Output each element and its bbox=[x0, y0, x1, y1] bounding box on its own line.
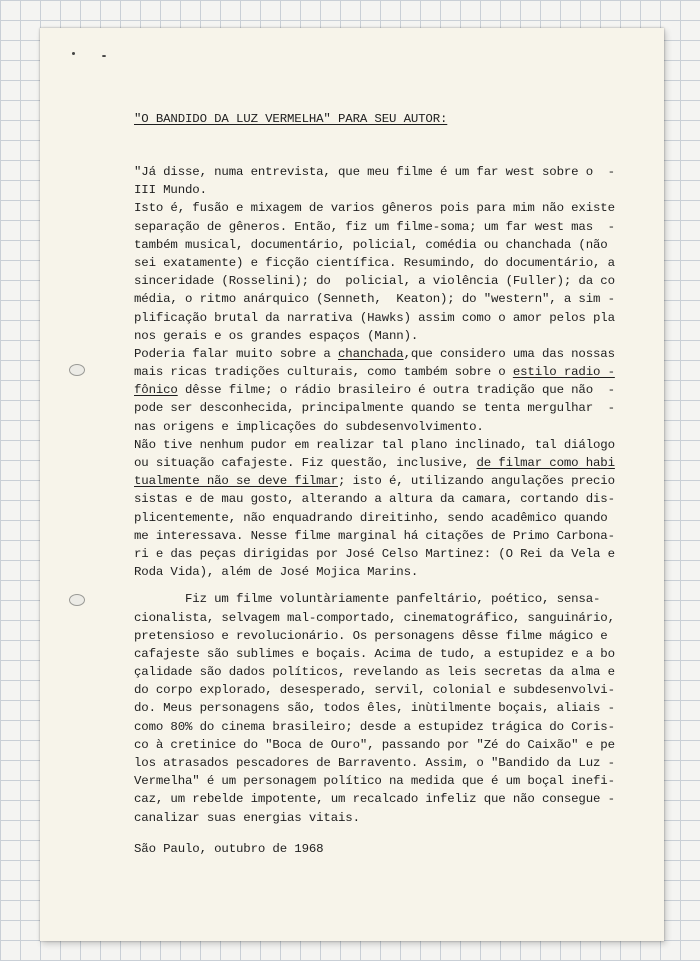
body-line: Fiz um filme voluntàriamente panfeltário, poético, sensa- bbox=[134, 592, 601, 607]
body-line: nos gerais e os grandes espaços (Mann). bbox=[134, 328, 419, 343]
body-line: Poderia falar muito sobre a chanchada,que considero uma das nossas bbox=[134, 346, 615, 361]
body-line: ri e das peças dirigidas por José Celso Martinez: (O Rei da Vela e bbox=[134, 546, 615, 561]
underlined-phrase: de filmar como habi bbox=[476, 456, 615, 470]
body-line: canalizar suas energias vitais. bbox=[134, 810, 360, 825]
body-line: sinceridade (Rosselini); do policial, a violência (Fuller); da co bbox=[134, 274, 615, 289]
body-line-underlined: mais ricas tradições culturais, como também sobre o estilo radio - bbox=[134, 365, 615, 380]
body-line: nas origens e implicações do subdesenvolvimento. bbox=[134, 419, 484, 434]
punch-hole-icon bbox=[69, 364, 85, 376]
body-line: sistas e de mau gosto, alterando a altura da camara, cortando dis- bbox=[134, 492, 615, 507]
ink-dot-mark bbox=[72, 52, 75, 55]
body-line: Roda Vida), além de José Mojica Marins. bbox=[134, 565, 419, 580]
body-line-underlined: fônico dêsse filme; o rádio brasileiro é outra tradição que não - bbox=[134, 383, 615, 398]
paper-sheet bbox=[40, 28, 664, 941]
body-line: pretensioso e revolucionário. Os personagens dêsse filme mágico e bbox=[134, 628, 608, 643]
body-line: los atrasados pescadores de Barravento. Assim, o "Bandido da Luz - bbox=[134, 756, 615, 770]
body-line: plicentemente, não enquadrando direitinho, sendo acadêmico quando bbox=[134, 510, 608, 525]
underlined-phrase: estilo radio - bbox=[512, 365, 615, 380]
body-line: como 80% do cinema brasileiro; desde a estupidez trágica do Coris- bbox=[134, 719, 615, 734]
document-body bbox=[134, 163, 674, 827]
body-line: do. Meus personagens são, todos êles, inùtilmente boçais, aliais - bbox=[134, 701, 615, 716]
body-line: cafajeste são sublimes e boçais. Acima de tudo, a estupidez e a bo bbox=[134, 646, 615, 661]
body-line: pode ser desconhecida, principalmente quando se tenta mergulhar - bbox=[134, 401, 615, 416]
body-line: "Já disse, numa entrevista, que meu filme é um far west sobre o - bbox=[134, 165, 615, 179]
underlined-phrase: chanchada bbox=[338, 346, 404, 361]
paragraph-gap bbox=[134, 581, 674, 590]
punch-hole-icon bbox=[69, 594, 85, 606]
body-line: plificação brutal da narrativa (Hawks) assim como o amor pelos pla bbox=[134, 310, 615, 325]
underlined-phrase: tualmente não se deve filmar bbox=[134, 474, 338, 489]
underlined-phrase: fônico bbox=[134, 383, 178, 398]
body-line: do corpo explorado, desesperado, servil, colonial e subdesenvolvi- bbox=[134, 683, 615, 698]
document-title: "O BANDIDO DA LUZ VERMELHA" PARA SEU AUTOR: bbox=[134, 112, 448, 126]
body-line: cionalista, selvagem mal-comportado, cinematográfico, sanguinário, bbox=[134, 610, 615, 625]
body-line: caz, um rebelde impotente, um recalcado infeliz que não consegue - bbox=[134, 792, 615, 807]
body-line: Isto é, fusão e mixagem de varios gêneros pois para mim não existe bbox=[134, 201, 615, 216]
body-line: também musical, documentário, policial, comédia ou chanchada (não bbox=[134, 237, 608, 252]
body-line: separação de gêneros. Então, fiz um filme-soma; um far west mas - bbox=[134, 219, 615, 234]
body-line-underlined: tualmente não se deve filmar; isto é, utilizando angulações precio bbox=[134, 474, 615, 489]
body-line: Não tive nenhum pudor em realizar tal plano inclinado, tal diálogo bbox=[134, 437, 615, 452]
body-line: çalidade são dados políticos, revelando as leis secretas da alma e bbox=[134, 665, 615, 680]
body-line-underlined: ou situação cafajeste. Fiz questão, inclusive, de filmar como habi bbox=[134, 456, 615, 470]
body-line: III Mundo. bbox=[134, 183, 207, 198]
body-line: sei exatamente) e ficção científica. Resumindo, do documentário, a bbox=[134, 255, 615, 270]
place-date-signoff: São Paulo, outubro de 1968 bbox=[134, 842, 324, 856]
body-line: Vermelha" é um personagem político na medida que é um boçal inefi- bbox=[134, 774, 615, 789]
body-line: co à cretinice do "Boca de Ouro", passando por "Zé do Caixão" e pe bbox=[134, 737, 615, 752]
body-line: me interessava. Nesse filme marginal há citações de Primo Carbona- bbox=[134, 528, 615, 543]
body-line: média, o ritmo anárquico (Senneth, Keaton); do "western", a sim - bbox=[134, 292, 615, 307]
ink-dot-mark bbox=[102, 55, 106, 57]
